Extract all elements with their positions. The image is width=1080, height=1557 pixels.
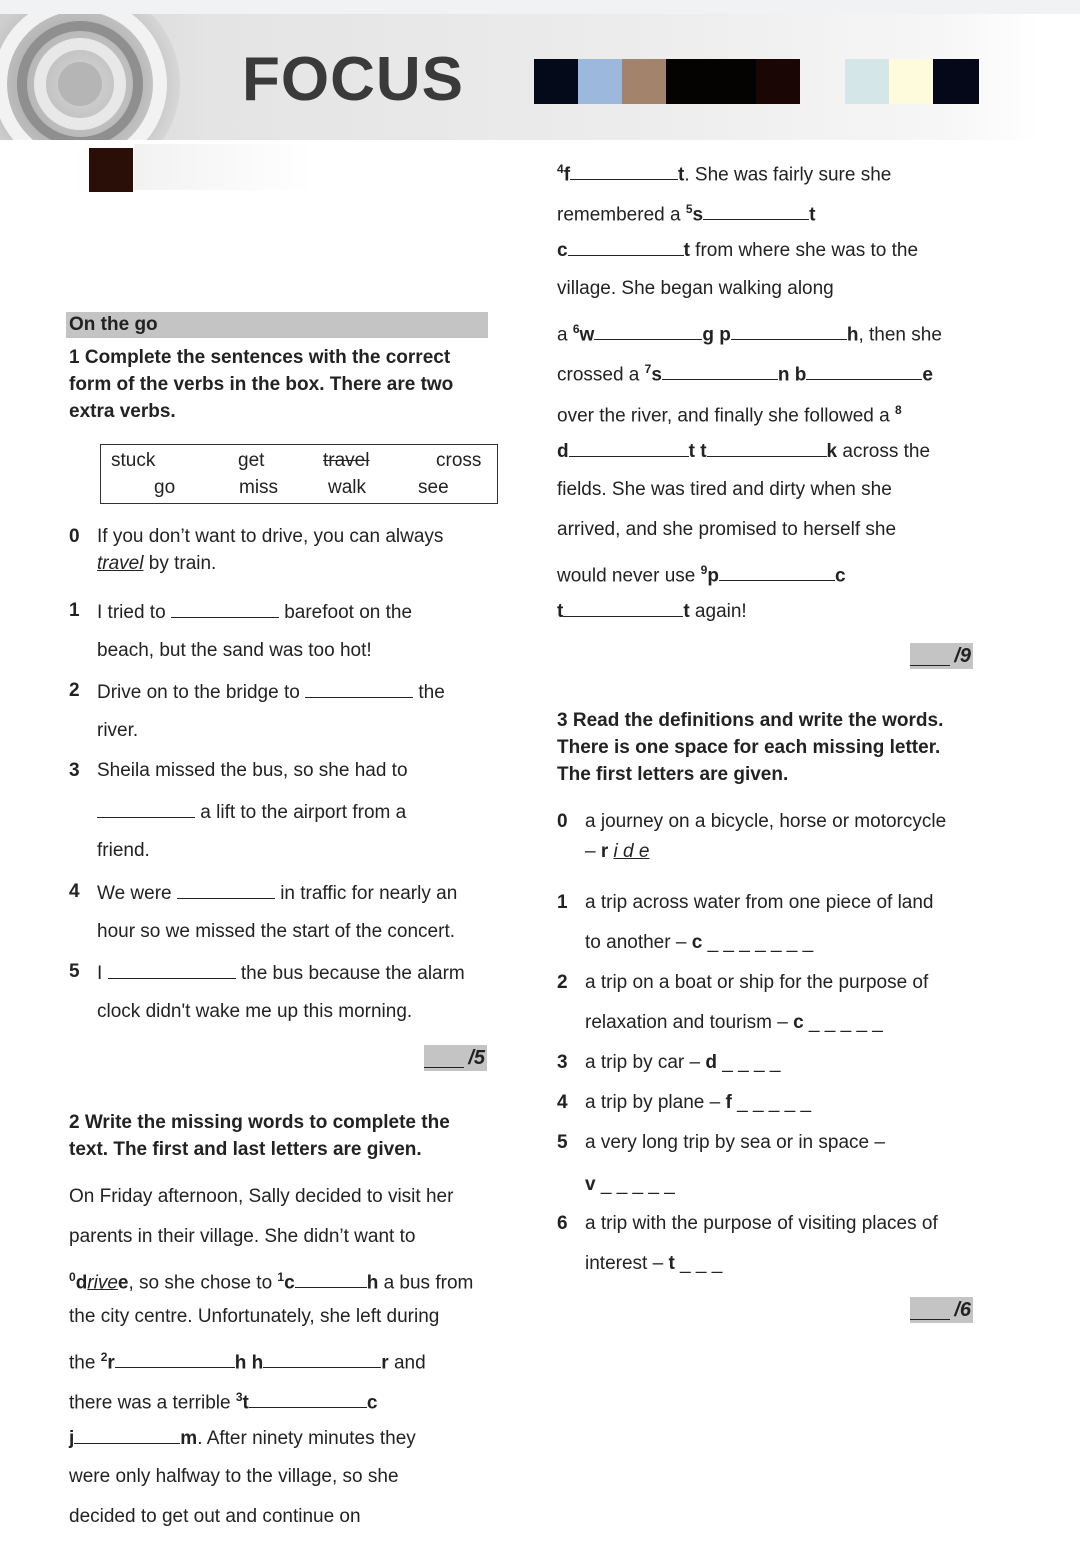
first-letter: r	[107, 1352, 115, 1374]
item-line	[97, 960, 465, 986]
example-answer: rive	[87, 1272, 118, 1294]
text-fragment: . After ninety minutes they	[197, 1428, 416, 1449]
text-fragment: . She was fairly sure she	[684, 164, 892, 186]
first-letter: c	[284, 1272, 295, 1294]
text-line: parents in their village. She didn’t want to	[69, 1226, 416, 1247]
first-letter: d	[75, 1272, 88, 1294]
item-text: the	[418, 682, 445, 703]
definition-answer	[585, 1051, 780, 1075]
gap-number: 3	[235, 1390, 243, 1404]
answer-blank[interactable]	[177, 880, 275, 899]
letter: c	[834, 565, 846, 587]
text-line	[557, 237, 918, 263]
definition-text: a very long trip by sea or in space –	[585, 1132, 885, 1153]
last-letter: k	[826, 441, 838, 462]
first-letter: p	[707, 565, 719, 587]
text-line: village. She began walking along	[557, 278, 834, 299]
definition-text: a trip by plane –	[585, 1092, 726, 1113]
text-fragment: and	[388, 1352, 426, 1374]
ex3-instruction: The first letters are given.	[557, 764, 789, 785]
text-line: On Friday afternoon, Sally decided to visit her	[69, 1186, 454, 1207]
text-line: the city centre. Unfortunately, she left during	[69, 1306, 440, 1327]
word-box-item: miss	[239, 477, 279, 498]
gap-number: 9	[700, 563, 708, 577]
first-letter: s	[692, 204, 704, 226]
text-line: were only halfway to the village, so she	[69, 1466, 399, 1487]
gap-number: 0	[69, 1270, 76, 1284]
text-line	[557, 598, 747, 624]
item-text: I tried to	[97, 602, 166, 623]
item-line	[97, 599, 412, 625]
last-letter: t	[683, 240, 690, 261]
definition-text: a trip across water from one piece of land	[585, 892, 934, 913]
answer-blank[interactable]	[731, 321, 847, 340]
letter: t	[557, 601, 564, 622]
last-letter: m	[180, 1428, 198, 1449]
word-box-item: stuck	[111, 450, 156, 471]
item-text: by train.	[143, 553, 217, 574]
definition-text: to another –	[585, 932, 692, 953]
text-fragment: again!	[689, 601, 747, 622]
answer-blank[interactable]	[719, 562, 835, 581]
last-letter: e	[922, 364, 933, 386]
first-letter: t	[242, 1392, 249, 1414]
item-text: friend.	[97, 840, 150, 861]
item-number: 2	[69, 680, 80, 701]
ex1-instruction: form of the verbs in the box. There are two	[69, 374, 454, 395]
first-letter: v	[585, 1174, 596, 1195]
score-box	[424, 1045, 487, 1071]
top-band	[0, 0, 1080, 14]
text-line	[69, 1345, 426, 1375]
swirl-graphic	[0, 14, 190, 140]
dark-square	[89, 148, 133, 192]
swatch	[666, 59, 756, 104]
text-line	[557, 317, 942, 347]
gap-number: 6	[572, 322, 580, 336]
first-letter: d	[557, 441, 569, 462]
answer-blank[interactable]	[806, 361, 922, 380]
ex2-instruction: text. The first and last letters are given.	[69, 1139, 422, 1160]
first-letter: c	[793, 1012, 804, 1033]
gap-number: 4	[557, 162, 564, 176]
item-line	[97, 799, 406, 825]
text-line	[69, 1385, 377, 1415]
text-line: arrived, and she promised to herself she	[557, 519, 897, 540]
text-line	[69, 1265, 473, 1295]
swatch	[756, 59, 800, 104]
ex2-instruction: 2 Write the missing words to complete the	[69, 1112, 450, 1133]
item-text: clock didn't wake me up this morning.	[97, 1001, 413, 1022]
text-line	[557, 398, 902, 428]
score-line	[910, 665, 950, 666]
definition-text: relaxation and tourism –	[585, 1012, 794, 1033]
item-text: in traffic for nearly an	[280, 883, 458, 904]
answer-blank[interactable]	[249, 1389, 367, 1408]
definition-text: interest –	[585, 1253, 669, 1274]
item-text: Sheila missed the bus, so she had to	[97, 760, 408, 781]
answer-blank[interactable]	[569, 438, 689, 457]
definition-text: a trip by car –	[585, 1052, 706, 1073]
answer-blank[interactable]	[703, 201, 809, 220]
answer-blank[interactable]	[295, 1269, 367, 1288]
last-letter: e	[117, 1272, 129, 1294]
definition-answer	[585, 1173, 675, 1197]
text-line	[557, 157, 891, 187]
definition-answer	[585, 840, 649, 864]
ex3-instruction: 3 Read the definitions and write the words.	[557, 710, 944, 731]
text-fragment: , then she	[858, 324, 942, 346]
item-number: 6	[557, 1213, 568, 1234]
answer-blank[interactable]	[568, 237, 684, 256]
answer-blank[interactable]	[563, 598, 683, 617]
section-title: On the go	[69, 314, 158, 335]
dash: –	[585, 841, 601, 862]
word-box-item: walk	[328, 477, 367, 498]
score-box	[910, 643, 973, 669]
gap-number: 8	[894, 403, 902, 417]
example-answer: i d e	[613, 841, 650, 862]
first-letter: c	[691, 932, 703, 953]
answer-blank[interactable]	[108, 960, 236, 979]
last-letter: t	[683, 601, 690, 622]
item-text: barefoot on the	[284, 602, 413, 623]
last-letter: h	[366, 1272, 379, 1294]
answer-blank[interactable]	[97, 799, 195, 818]
definition-text: a journey on a bicycle, horse or motorcycle	[585, 811, 947, 832]
letter-gaps[interactable]: _ _ _	[680, 1253, 723, 1274]
definition-answer	[585, 931, 813, 955]
gap-number: 2	[100, 1350, 108, 1364]
text-line	[557, 558, 846, 588]
ex3-instruction: There is one space for each missing letter.	[557, 737, 941, 758]
definition-text: a trip with the purpose of visiting places of	[585, 1213, 938, 1234]
text-fragment: there was a terrible	[69, 1392, 236, 1414]
word-box-item: see	[418, 477, 449, 498]
word-box-item: travel	[323, 450, 370, 471]
answer-blank[interactable]	[115, 1349, 235, 1368]
last-letter: r	[381, 1352, 389, 1374]
text-line	[557, 438, 930, 464]
text-line: decided to get out and continue on	[69, 1506, 361, 1527]
first-letter: s	[651, 364, 662, 386]
gap-number: 5	[685, 202, 693, 216]
text-fragment: over the river, and finally she followed a	[557, 405, 895, 427]
item-text: If you don’t want to drive, you can always	[97, 526, 444, 547]
first-letter: f	[563, 164, 571, 186]
word-box-item: cross	[436, 450, 482, 471]
item-number: 5	[557, 1132, 568, 1153]
answer-blank[interactable]	[662, 361, 778, 380]
score-total: /5	[468, 1047, 485, 1069]
letters: g p	[702, 324, 731, 346]
item-number: 4	[69, 881, 80, 902]
text-fragment: , so she chose to	[128, 1272, 278, 1294]
letter: c	[557, 240, 568, 261]
first-letter: t	[668, 1253, 675, 1274]
answer-blank[interactable]	[594, 321, 702, 340]
last-letter: t	[678, 164, 685, 186]
item-number: 0	[557, 811, 568, 832]
letter-gaps[interactable]: _ _ _ _ _	[737, 1092, 812, 1113]
header-fade	[134, 144, 314, 190]
example-answer: travel	[97, 553, 144, 574]
ex1-instruction: 1 Complete the sentences with the correct	[69, 347, 451, 368]
item-number: 5	[69, 961, 80, 982]
word-box-item: go	[154, 477, 176, 498]
text-fragment: across the	[837, 441, 931, 462]
definition-answer	[585, 1011, 883, 1035]
letter-gaps[interactable]: _ _ _ _ _	[600, 1174, 675, 1195]
answer-blank[interactable]	[171, 599, 279, 618]
text-fragment: would never use	[557, 565, 701, 587]
first-letter: r	[600, 841, 609, 862]
word-box-item: get	[238, 450, 265, 471]
first-letter: d	[705, 1052, 717, 1073]
letter: j	[69, 1428, 75, 1449]
first-letter: f	[725, 1092, 732, 1113]
last-letter: h	[846, 324, 859, 346]
text-line	[69, 1425, 416, 1451]
text-fragment: from where she was to the	[689, 240, 919, 261]
item-text: I	[97, 963, 103, 984]
swatch	[889, 59, 933, 104]
definition-answer	[585, 1091, 811, 1115]
item-text: the bus because the alarm	[240, 963, 465, 984]
answer-blank[interactable]	[263, 1349, 381, 1368]
item-example	[97, 552, 216, 576]
definition-text: a trip on a boat or ship for the purpose of	[585, 972, 929, 993]
item-text: We were	[97, 883, 172, 904]
swatch	[622, 59, 666, 104]
item-number: 1	[557, 892, 568, 913]
swatch	[534, 59, 578, 104]
letters: t t	[688, 441, 707, 462]
answer-blank[interactable]	[74, 1425, 180, 1444]
letter-gaps[interactable]: _ _ _ _	[722, 1052, 781, 1073]
text-fragment: crossed a	[557, 364, 645, 386]
gap-number: 7	[644, 362, 652, 376]
letter-gaps[interactable]: _ _ _ _ _ _ _	[707, 932, 814, 953]
item-number: 1	[69, 600, 80, 621]
score-total: /6	[954, 1299, 971, 1321]
score-total: /9	[954, 645, 971, 667]
score-line	[910, 1319, 950, 1320]
text-fragment: remembered a	[557, 204, 686, 226]
item-text: a lift to the airport from a	[200, 802, 407, 823]
text-line	[557, 197, 815, 227]
item-text: beach, but the sand was too hot!	[97, 640, 372, 661]
ex1-instruction: extra verbs.	[69, 401, 176, 422]
letter: t	[809, 204, 816, 226]
item-number: 0	[69, 526, 80, 547]
score-box	[910, 1297, 973, 1323]
item-text: hour so we missed the start of the concert.	[97, 921, 456, 942]
text-line: fields. She was tired and dirty when she	[557, 479, 892, 500]
swatch	[845, 59, 889, 104]
text-fragment: a	[557, 324, 573, 346]
item-line	[97, 679, 445, 705]
letters: n b	[777, 364, 807, 386]
item-number: 3	[557, 1052, 568, 1073]
answer-blank[interactable]	[570, 161, 678, 180]
answer-blank[interactable]	[707, 438, 827, 457]
text-fragment: the	[69, 1352, 101, 1374]
letters: h h	[234, 1352, 264, 1374]
swatch	[933, 59, 979, 104]
item-text: Drive on to the bridge to	[97, 682, 300, 703]
item-number: 4	[557, 1092, 568, 1113]
definition-answer	[585, 1252, 722, 1276]
letter-gaps[interactable]: _ _ _ _ _	[808, 1012, 883, 1033]
item-number: 2	[557, 972, 568, 993]
gap-number: 1	[277, 1270, 285, 1284]
page-header	[0, 0, 1080, 140]
text-line	[557, 357, 933, 387]
letter: c	[366, 1392, 378, 1414]
answer-blank[interactable]	[305, 679, 413, 698]
first-letter: w	[579, 324, 595, 346]
swatch	[578, 59, 622, 104]
focus-logo: FOCUS	[242, 45, 464, 114]
text-fragment: a bus from	[378, 1272, 474, 1294]
score-line	[424, 1067, 464, 1068]
item-line	[97, 880, 457, 906]
item-number: 3	[69, 760, 80, 781]
item-text: river.	[97, 720, 139, 741]
